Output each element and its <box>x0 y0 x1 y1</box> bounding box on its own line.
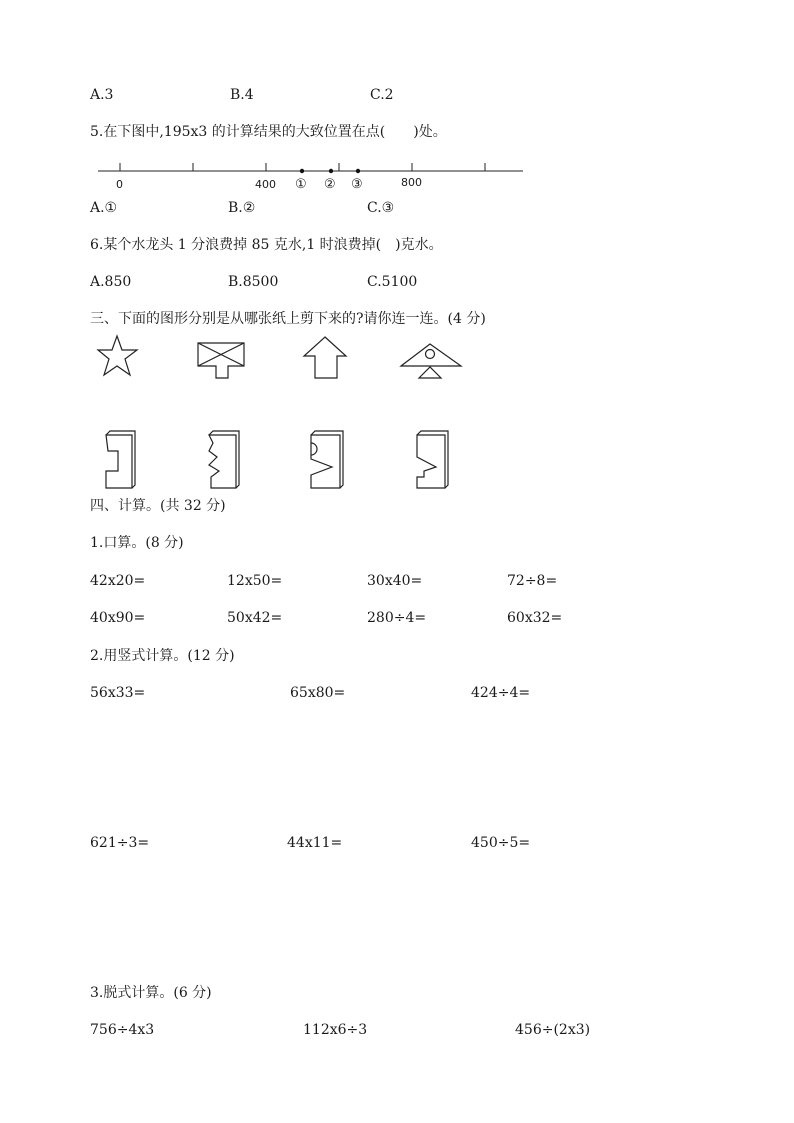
numberline-label-400: 400 <box>255 178 276 191</box>
oral-item: 280÷4= <box>367 610 427 626</box>
point-1-label: ① <box>295 177 307 192</box>
folded-paper-2 <box>203 429 243 491</box>
oral-item: 50x42= <box>227 610 283 626</box>
q5-option-b: B.② <box>228 200 256 216</box>
oral-item: 42x20= <box>90 573 146 589</box>
q6-question: 6.某个水龙头 1 分浪费掉 85 克水,1 时浪费掉( )克水。 <box>90 237 443 253</box>
folded-paper-1 <box>100 429 140 491</box>
stepwise-item: 756÷4x3 <box>90 1022 155 1038</box>
point-3-label: ③ <box>351 177 363 192</box>
folded-paper-3 <box>304 429 348 491</box>
vertical-item: 44x11= <box>287 835 343 851</box>
stepwise-item: 456÷(2x3) <box>515 1022 591 1038</box>
point-2 <box>329 169 333 173</box>
hourglass-arrow-shape <box>196 342 248 380</box>
q5-question: 5.在下图中,195x3 的计算结果的大致位置在点( )处。 <box>90 124 447 140</box>
oral-item: 40x90= <box>90 610 146 626</box>
section4-title: 四、计算。(共 32 分) <box>90 498 226 514</box>
q6-option-b: B.8500 <box>228 274 279 290</box>
oral-item: 60x32= <box>507 610 563 626</box>
numberline-label-800: 800 <box>401 176 422 189</box>
vertical-item: 450÷5= <box>471 835 531 851</box>
q4-option-b: B.4 <box>230 87 254 103</box>
vertical-calc-title: 2.用竖式计算。(12 分) <box>90 648 235 664</box>
oral-item: 30x40= <box>367 573 423 589</box>
vertical-item: 621÷3= <box>90 835 150 851</box>
point-3 <box>356 169 360 173</box>
q6-option-c: C.5100 <box>367 274 418 290</box>
oral-item: 12x50= <box>227 573 283 589</box>
section3-title: 三、下面的图形分别是从哪张纸上剪下来的?请你连一连。(4 分) <box>90 311 486 327</box>
number-line <box>0 0 794 200</box>
vertical-item: 424÷4= <box>471 685 531 701</box>
q5-option-a: A.① <box>90 200 118 216</box>
vertical-item: 65x80= <box>290 685 346 701</box>
point-2-label: ② <box>324 177 336 192</box>
up-arrow-shape <box>303 336 349 380</box>
q5-option-c: C.③ <box>367 200 395 216</box>
q4-option-a: A.3 <box>90 87 114 103</box>
oral-item: 72÷8= <box>507 573 558 589</box>
q4-option-c: C.2 <box>370 87 394 103</box>
stepwise-item: 112x6÷3 <box>303 1022 368 1038</box>
star-shape <box>98 335 140 379</box>
triangle-circle-shape <box>399 340 465 382</box>
stepwise-calc-title: 3.脱式计算。(6 分) <box>90 985 212 1001</box>
folded-paper-4 <box>408 429 452 491</box>
q6-option-a: A.850 <box>90 274 132 290</box>
vertical-item: 56x33= <box>90 685 146 701</box>
oral-calc-title: 1.口算。(8 分) <box>90 535 184 551</box>
numberline-label-0: 0 <box>116 178 123 191</box>
point-1 <box>300 169 304 173</box>
